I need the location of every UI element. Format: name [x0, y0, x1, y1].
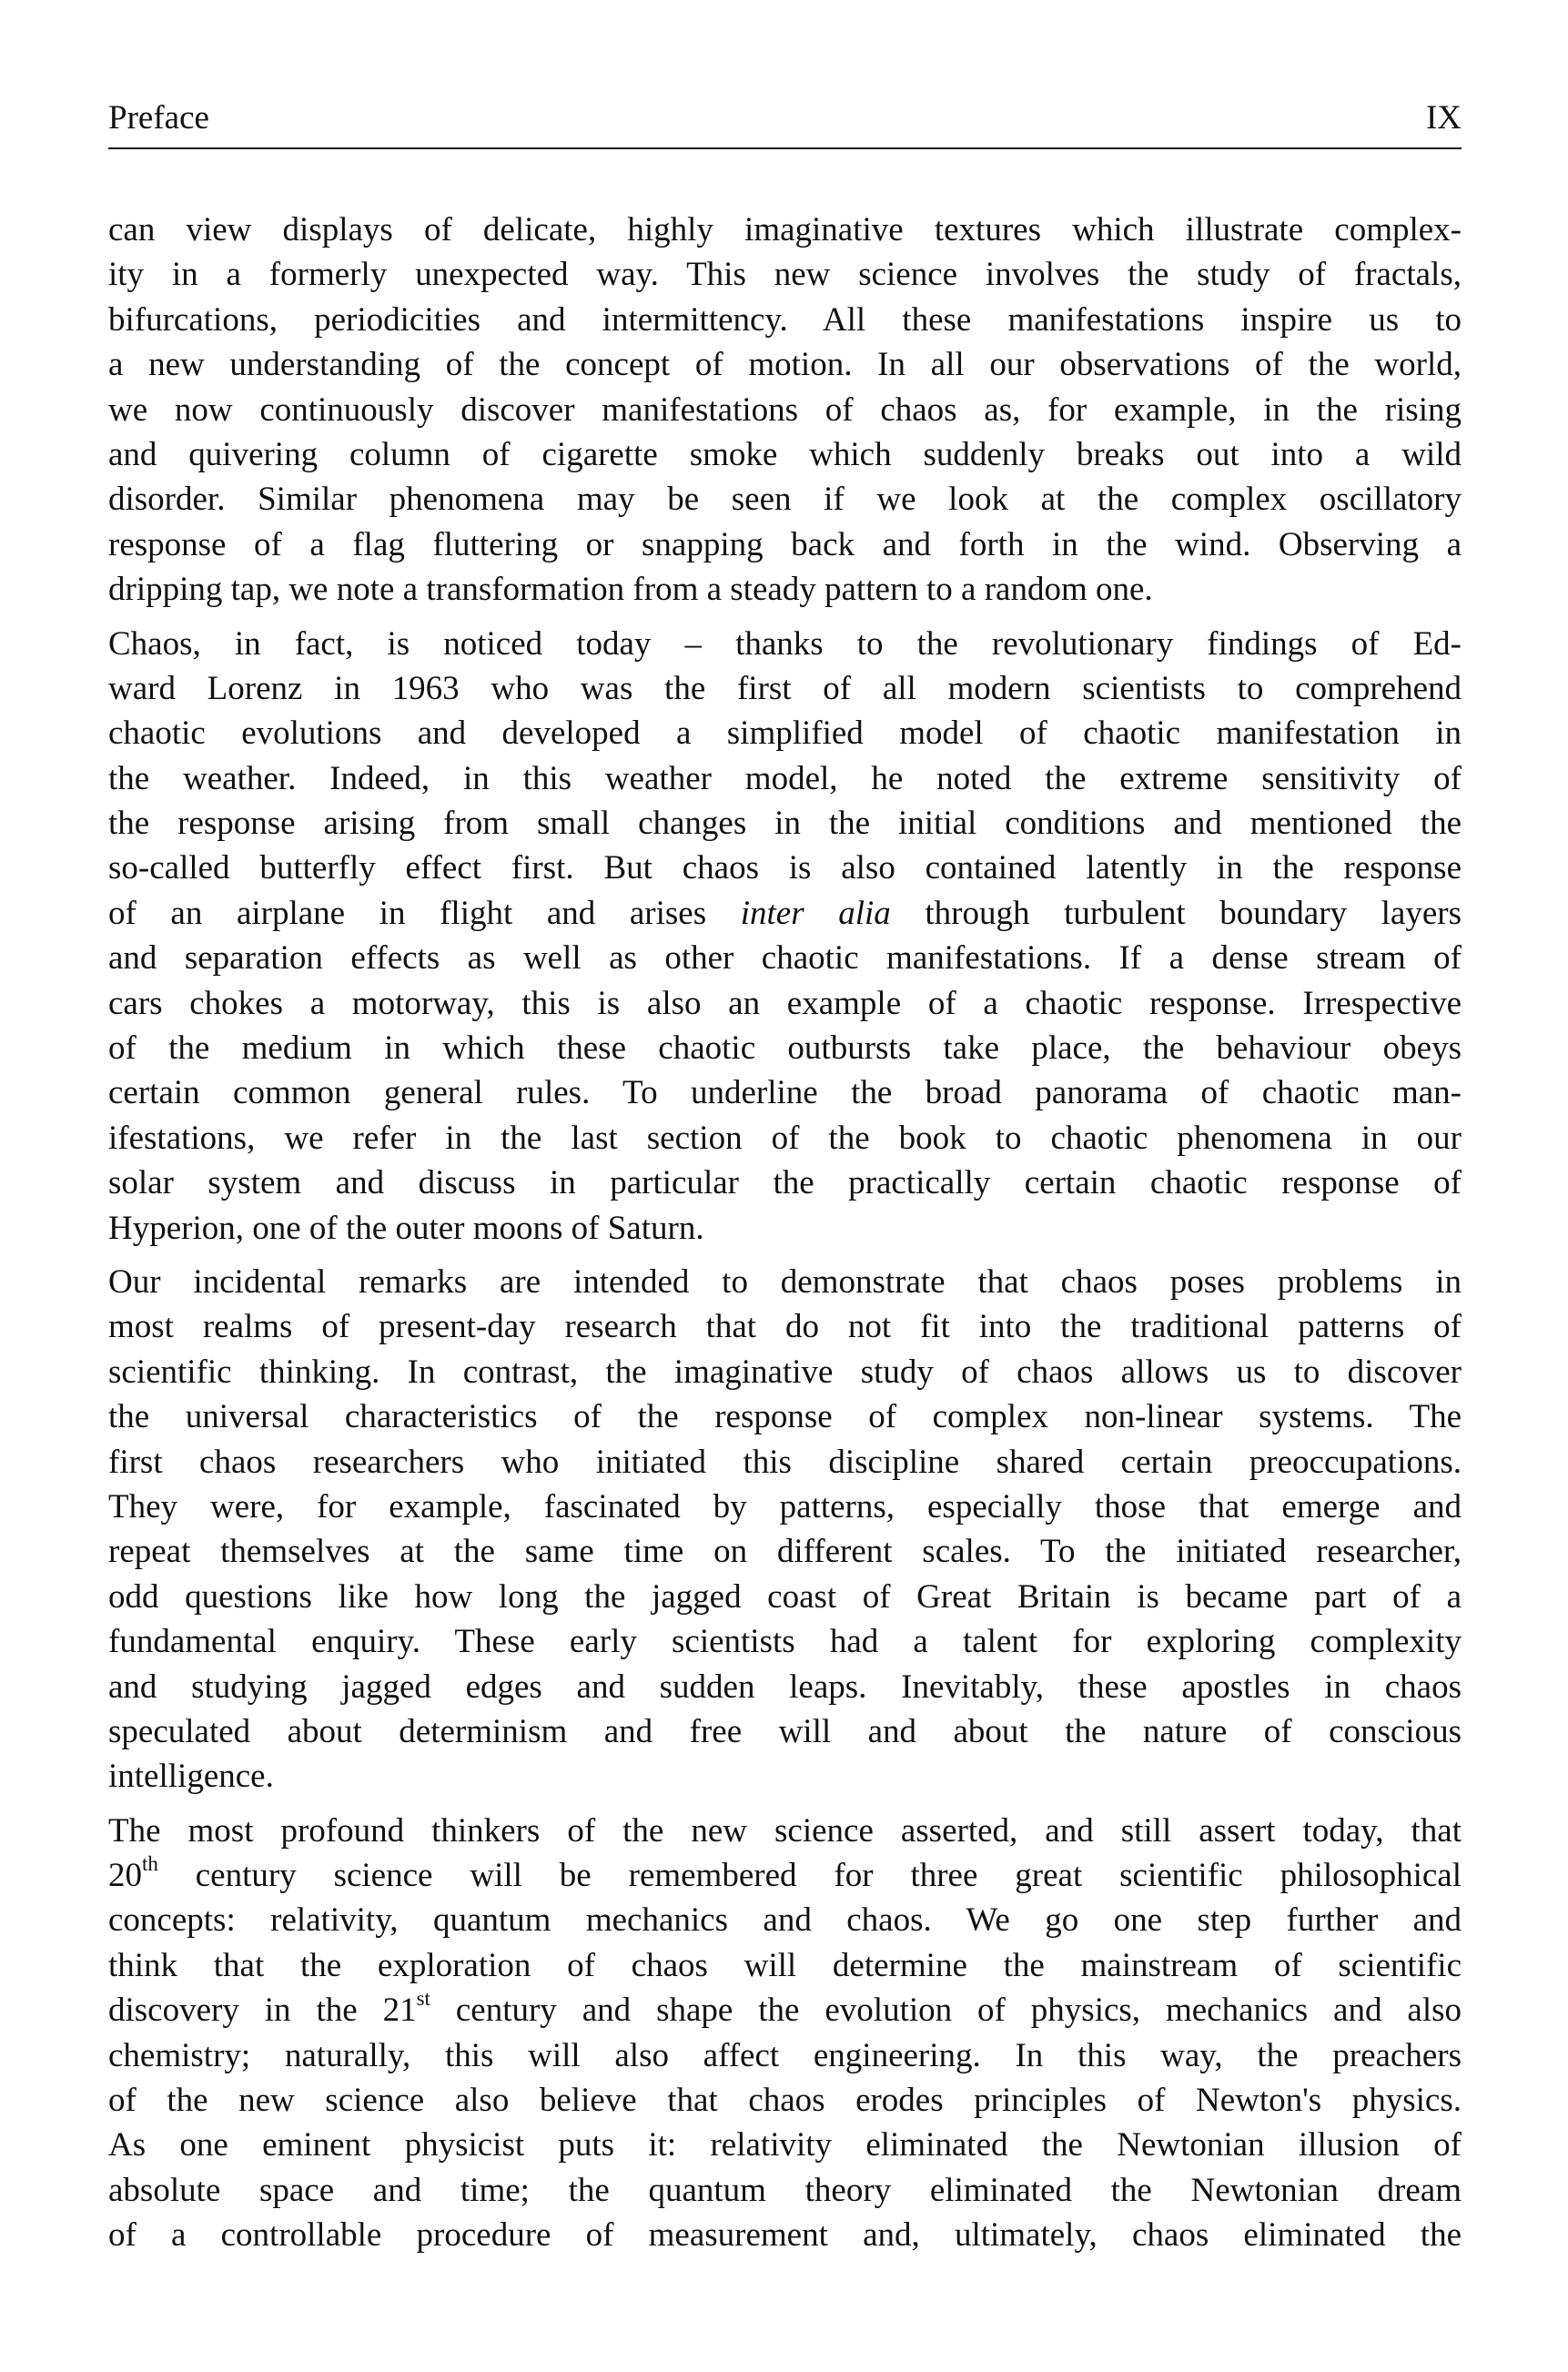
text-line: bifurcations, periodicities and intermittency. All these manifestations inspire us to — [108, 300, 1462, 339]
text-line: ifestations, we refer in the last section of the book to chaotic phenomena in our — [108, 1119, 1462, 1157]
text-line: odd questions like how long the jagged coast of Great Britain is became part of a — [108, 1577, 1462, 1616]
text-line: concepts: relativity, quantum mechanics and chaos. We go one step further and — [108, 1901, 1462, 1940]
text-line: so-called butterfly effect first. But chaos is also contained latently in the response — [108, 849, 1462, 887]
text-line: Hyperion, one of the outer moons of Saturn. — [108, 1209, 704, 1247]
text-line: ward Lorenz in 1963 who was the first of all modern scientists to comprehend — [108, 669, 1462, 707]
text-line: a new understanding of the concept of motion. In all our observations of the world, — [108, 346, 1462, 384]
text-line: dripping tap, we note a transformation from a steady pattern to a random one. — [108, 571, 1153, 609]
italic-text: inter alia — [740, 894, 891, 932]
text-segment: through turbulent boundary layers — [890, 894, 1462, 932]
paragraph — [108, 622, 1462, 1251]
text-segment: of an airplane in flight and arises — [108, 894, 741, 932]
text-line: intelligence. — [108, 1758, 274, 1796]
text-segment: century science will be remembered for three great scientific philosophical — [157, 1857, 1462, 1895]
text-line: speculated about determinism and free will and about the nature of conscious — [108, 1712, 1462, 1750]
text-segment: discovery in the 21 — [108, 1992, 417, 2030]
text-line: absolute space and time; the quantum theory eliminated the Newtonian dream — [108, 2171, 1462, 2209]
paragraph — [108, 1809, 1462, 2258]
text-line: most realms of present-day research that do not fit into the traditional patterns of — [108, 1308, 1462, 1346]
text-line: and separation effects as well as other chaotic manifestations. If a dense stream of — [108, 939, 1462, 978]
section-title: Preface — [108, 98, 209, 137]
text-line: can view displays of delicate, highly imaginative textures which illustrate complex- — [108, 211, 1462, 248]
running-header — [108, 95, 1462, 140]
text-line — [108, 1988, 1462, 2032]
text-line: response of a flag fluttering or snapping back and forth in the wind. Observing a — [108, 525, 1462, 563]
text-line: scientific thinking. In contrast, the imaginative study of chaos allows us to discover — [108, 1353, 1462, 1391]
text-line: fundamental enquiry. These early scientists had a talent for exploring complexity — [108, 1623, 1462, 1661]
text-line: and studying jagged edges and sudden leaps. Inevitably, these apostles in chaos — [108, 1667, 1462, 1706]
text-line: chemistry; naturally, this will also affect engineering. In this way, the preachers — [108, 2036, 1462, 2074]
text-line: the response arising from small changes in the initial conditions and mentioned the — [108, 805, 1462, 843]
text-line: certain common general rules. To underline the broad panorama of chaotic man- — [108, 1074, 1462, 1112]
header-rule — [108, 147, 1462, 149]
text-line: As one eminent physicist puts it: relativity eliminated the Newtonian illusion of — [108, 2126, 1462, 2164]
text-line: chaotic evolutions and developed a simplified model of chaotic manifestation in — [108, 715, 1462, 753]
text-line — [108, 1853, 1462, 1898]
text-line: Chaos, in fact, is noticed today – thanks to the revolutionary findings of Ed- — [108, 624, 1462, 663]
text-line: first chaos researchers who initiated this discipline shared certain preoccupations. — [108, 1443, 1462, 1481]
text-line: They were, for example, fascinated by patterns, especially those that emerge and — [108, 1487, 1462, 1526]
text-line — [108, 891, 1462, 936]
text-line: solar system and discuss in particular the practically certain chaotic response of — [108, 1164, 1462, 1202]
superscript: th — [142, 1851, 158, 1875]
text-line: repeat themselves at the same time on different scales. To the initiated researcher, — [108, 1533, 1462, 1571]
text-line: of the new science also believe that chaos erodes principles of Newton's physics. — [108, 2082, 1462, 2120]
text-segment: 20 — [108, 1857, 142, 1895]
text-line: think that the exploration of chaos will determine the mainstream of scientific — [108, 1946, 1462, 1984]
text-line: the universal characteristics of the response of complex non-linear systems. The — [108, 1398, 1462, 1436]
text-line: the weather. Indeed, in this weather model, he noted the extreme sensitivity of — [108, 759, 1462, 797]
text-line: of a controllable procedure of measurement and, ultimately, chaos eliminated the — [108, 2216, 1462, 2255]
text-line: cars chokes a motorway, this is also an example of a chaotic response. Irrespective — [108, 984, 1462, 1022]
text-line: and quivering column of cigarette smoke which suddenly breaks out into a wild — [108, 435, 1462, 473]
paragraph — [108, 1260, 1462, 1799]
paragraph — [108, 208, 1462, 613]
text-line: disorder. Similar phenomena may be seen if we look at the complex oscillatory — [108, 481, 1462, 519]
text-line: we now continuously discover manifestations of chaos as, for example, in the rising — [108, 390, 1462, 429]
text-line: The most profound thinkers of the new science asserted, and still assert today, that — [108, 1811, 1462, 1850]
text-segment: century and shape the evolution of physics, mechanics and also — [430, 1992, 1462, 2030]
page-body — [108, 208, 1462, 2267]
text-line: of the medium in which these chaotic outbursts take place, the behaviour obeys — [108, 1029, 1462, 1068]
superscript: st — [416, 1987, 430, 2011]
text-line: ity in a formerly unexpected way. This new science involves the study of fractals, — [108, 256, 1462, 294]
text-line: Our incidental remarks are intended to demonstrate that chaos poses problems in — [108, 1262, 1462, 1301]
page-number: IX — [1425, 98, 1462, 137]
